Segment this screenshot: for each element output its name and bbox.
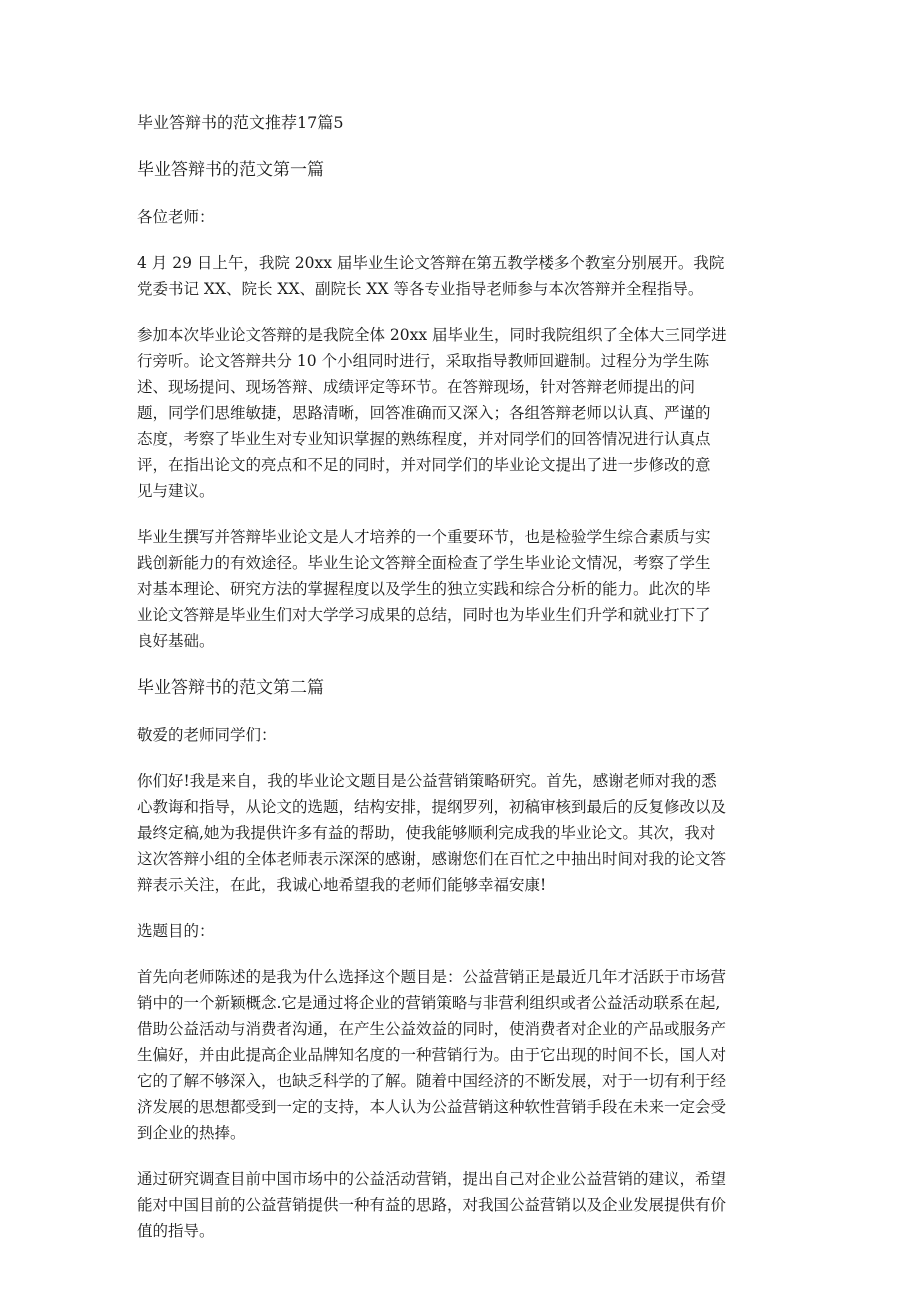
section-heading-2: 毕业答辩书的范文第二篇: [137, 678, 324, 698]
section-heading-1: 毕业答辩书的范文第一篇: [137, 160, 324, 180]
text-line: 这次答辩小组的全体老师表示深深的感谢，感谢您们在百忙之中抽出时间对我的论文答: [137, 850, 727, 868]
text-line: 销中的一个新颖概念.它是通过将企业的营销策略与非营利组织或者公益活动联系在起,: [137, 994, 721, 1012]
document-title: 毕业答辩书的范文推荐17篇5: [137, 113, 344, 132]
text-line: 业论文答辩是毕业生们对大学学习成果的总结，同时也为毕业生们升学和就业打下了: [137, 606, 711, 624]
paragraph: [137, 768, 773, 898]
text-line: 4 月 29 日上午，我院 20xx 届毕业生论文答辩在第五教学楼多个教室分别展开。我院: [137, 254, 725, 272]
paragraph: [137, 524, 773, 654]
text-line: 到企业的热捧。: [137, 1124, 246, 1142]
paragraph: [137, 1166, 773, 1244]
text-line: 辩表示关注，在此，我诚心地希望我的老师们能够幸福安康!: [137, 876, 547, 894]
salutation-2: 敬爱的老师同学们：: [137, 726, 277, 744]
paragraph: [137, 322, 773, 504]
text-line: 党委书记 XX、院长 XX、副院长 XX 等各专业指导老师参与本次答辩并全程指导。: [137, 280, 704, 298]
text-line: 值的指导。: [137, 1222, 215, 1240]
text-line: 题，同学们思维敏捷，思路清晰，回答准确而又深入；各组答辩老师以认真、严谨的: [137, 404, 711, 422]
text-line: 借助公益活动与消费者沟通，在产生公益效益的同时，使消费者对企业的产品或服务产: [137, 1020, 727, 1038]
text-line: 行旁听。论文答辩共分 10 个小组同时进行，采取指导教师回避制。过程分为学生陈: [137, 352, 710, 370]
section-label: 选题目的：: [137, 922, 215, 940]
paragraph: [137, 964, 773, 1146]
text-line: 济发展的思想都受到一定的支持，本人认为公益营销这种软性营销手段在未来一定会受: [137, 1098, 727, 1116]
text-line: 述、现场提问、现场答辩、成绩评定等环节。在答辩现场，针对答辩老师提出的问: [137, 378, 696, 396]
document-body: [137, 110, 773, 1244]
text-line: 生偏好，并由此提高企业品牌知名度的一种营销行为。由于它出现的时间不长，国人对: [137, 1046, 727, 1064]
text-line: 首先向老师陈述的是我为什么选择这个题目是：公益营销正是最近几年才活跃于市场营: [137, 968, 727, 986]
text-line: 最终定稿,她为我提供许多有益的帮助，使我能够顺利完成我的毕业论文。其次，我对: [137, 824, 716, 842]
text-line: 它的了解不够深入，也缺乏科学的了解。随着中国经济的不断发展，对于一切有利于经: [137, 1072, 727, 1090]
text-line: 通过研究调查目前中国市场中的公益活动营销，提出自己对企业公益营销的建议，希望: [137, 1170, 727, 1188]
text-line: 心教诲和指导，从论文的选题，结构安排，提纲罗列，初稿审核到最后的反复修改以及: [137, 798, 727, 816]
text-line: 毕业生撰写并答辩毕业论文是人才培养的一个重要环节，也是检验学生综合素质与实: [137, 528, 711, 546]
text-line: 对基本理论、研究方法的掌握程度以及学生的独立实践和综合分析的能力。此次的毕: [137, 580, 711, 598]
paragraph: [137, 250, 773, 302]
text-line: 参加本次毕业论文答辩的是我院全体 20xx 届毕业生，同时我院组织了全体大三同学进: [137, 326, 727, 344]
text-line: 良好基础。: [137, 632, 215, 650]
salutation-1: 各位老师：: [137, 208, 215, 226]
text-line: 见与建议。: [137, 482, 215, 500]
text-line: 评，在指出论文的亮点和不足的同时，并对同学们的毕业论文提出了进一步修改的意: [137, 456, 711, 474]
text-line: 你们好!我是来自，我的毕业论文题目是公益营销策略研究。首先，感谢老师对我的悉: [137, 772, 717, 790]
text-line: 践创新能力的有效途径。毕业生论文答辩全面检查了学生毕业论文情况，考察了学生: [137, 554, 711, 572]
text-line: 态度，考察了毕业生对专业知识掌握的熟练程度，并对同学们的回答情况进行认真点: [137, 430, 711, 448]
text-line: 能对中国目前的公益营销提供一种有益的思路，对我国公益营销以及企业发展提供有价: [137, 1196, 727, 1214]
